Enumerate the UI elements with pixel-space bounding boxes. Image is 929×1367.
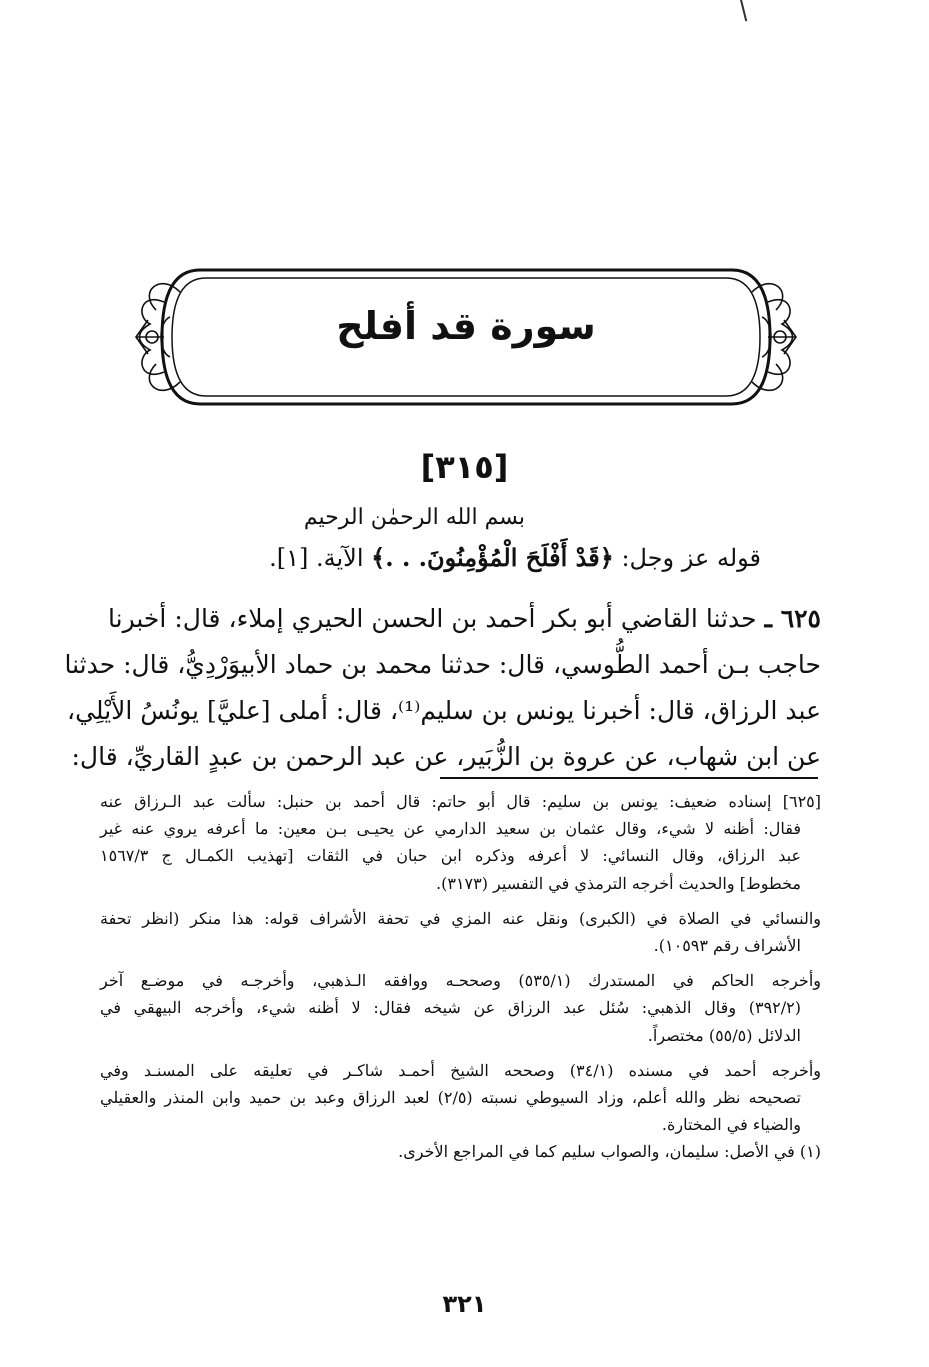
footnote-line: والنسائي في الصلاة في (الكبرى) ونقل عنه المزي في تحفة الأشراف قوله: هذا منكر (انظر تحفة xyxy=(100,908,821,928)
hadith-line-text: حدثنا القاضي أبو بكر أحمد بن الحسن الحيري إملاء، قال: أخبرنا xyxy=(108,604,757,633)
footnote-line: عبد الرزاق، وقال النسائي: لا أعرفه وذكره ابن حبان في الثقات [تهذيب الكمـال ج ١٥٦٧/٣ xyxy=(100,846,801,866)
scan-mark xyxy=(740,0,747,21)
footnote-1: (١) في الأصل: سليمان، والصواب سليم كما في المراجع الأخرى. xyxy=(398,1142,821,1162)
page-number: ٣٢١ xyxy=(442,1290,487,1318)
footnote-line: مخطوط] والحديث أخرجه الترمذي في التفسير (٣١٧٣). xyxy=(436,873,801,893)
footnote-line: الأشراف رقم ١٠٥٩٣). xyxy=(653,935,801,955)
footnote-line: والضياء في المختارة. xyxy=(661,1115,801,1135)
hadith-line: عن ابن شهاب، عن عروة بن الزُّبَير، عن عبد الرحمن بن عبدٍ القاريِّ، قال: xyxy=(71,742,821,771)
hadith-text xyxy=(64,596,821,780)
footnote-line: [٦٢٥] إسناده ضعيف: يونس بن سليم: قال أبو حاتم: قال أحمد بن حنبل: سألت عبد الـرزاق عنه xyxy=(100,792,821,811)
footnote-line: (٣٩٢/٢) وقال الذهبي: سُئل عبد الرزاق عن شيخه فقال: لا أظنه شيء، وأخرجه البيهقي في xyxy=(100,998,801,1018)
hadith-number: ٦٢٥ ـ xyxy=(764,604,821,633)
hadith-line: حاجب بـن أحمد الطُّوسي، قال: حدثنا محمد بن حماد الأبيوَرْدِيُّ، قال: حدثنا xyxy=(64,650,821,679)
quran-verse: ﴿قَدْ أَفْلَحَ الْمُؤْمِنُونَ. . .﴾ xyxy=(371,543,614,572)
basmala: بسم الله الرحمٰن الرحيم xyxy=(303,505,525,530)
hadith-line xyxy=(108,596,821,642)
hadith-line: عبد الرزاق، قال: أخبرنا يونس بن سليم⁽¹⁾، قال: أملى [عليَّ] يونُسُ الأَيْلِي، xyxy=(67,696,821,725)
ornamental-title-frame xyxy=(130,262,802,412)
footnote-line: تصحيحه نظر والله أعلم، وزاد السيوطي نسبته (٢/٥) لعبد الرزاق وعبد بن حميد وابن المنذر والعقيلي xyxy=(100,1087,802,1107)
surah-title: سورة قد أفلح xyxy=(336,304,596,348)
footnote-line: الدلائل (٥٥/٥) مختصراً. xyxy=(647,1025,801,1045)
verse-intro: قوله عز وجل: xyxy=(613,544,761,572)
verse-line xyxy=(269,543,761,572)
footnote-divider xyxy=(440,777,818,779)
footnotes xyxy=(100,788,821,1165)
footnote-line: وأخرجه الحاكم في المستدرك (٥٣٥/١) وصححـه ووافقه الـذهبي، وأخرجـه في موضـع آخر xyxy=(100,971,821,991)
verse-reference: الآية. [١]. xyxy=(269,544,372,572)
entry-number: [٣١٥] xyxy=(420,448,509,486)
footnote-line: وأخرجه أحمد في مسنده (٣٤/١) وصححه الشيخ أحمـد شاكـر في تعليقه على المسنـد وفي xyxy=(100,1060,822,1080)
footnote-line: فقال: أظنه لا شيء، وقال عثمان بن سعيد الدارمي عن يحيـى بـن معين: ما أعرفه يروي عنه غير xyxy=(100,819,801,839)
